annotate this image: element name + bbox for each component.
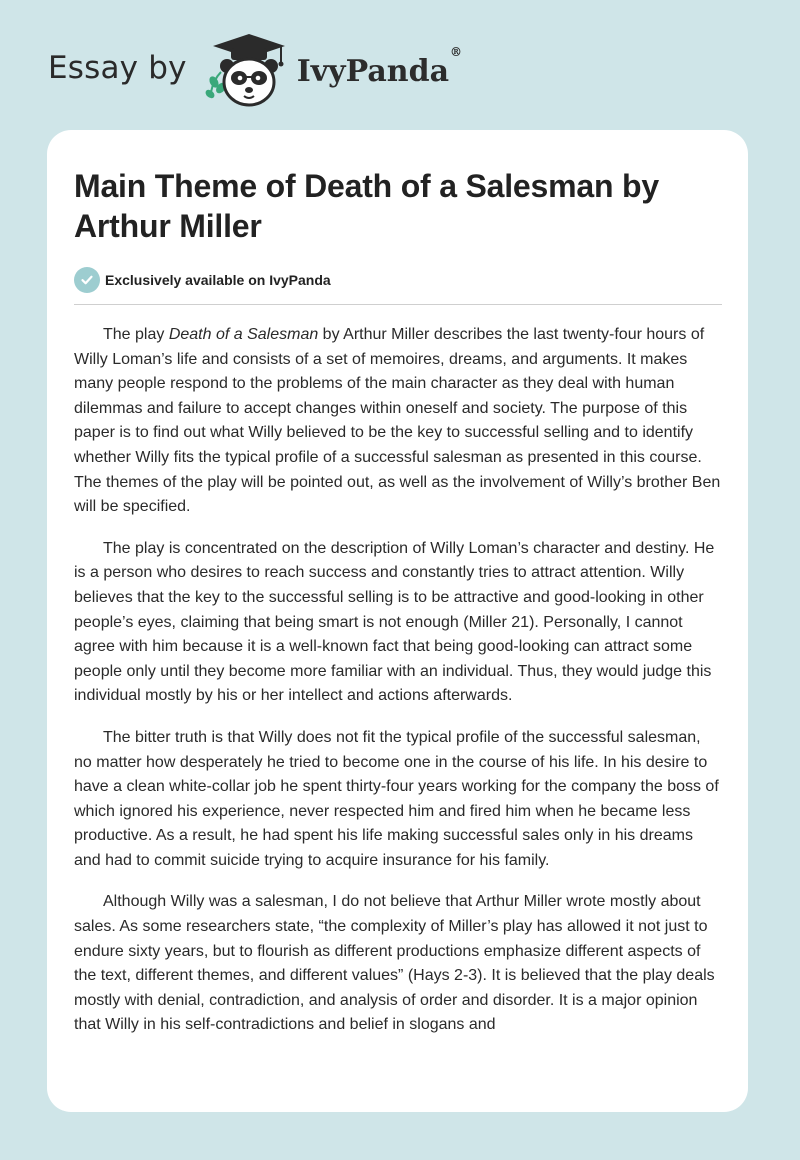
paragraph-2: The play is concentrated on the description of Willy Loman’s character and destiny. He is a person who desires to reach success and constantly tries to attract attention. Willy believes that the key to the successful selling is to be attractive and good-looking in other people’s eyes, claiming that being smart is not enough (Miller 21). Personally, I cannot agree with him because it is a well-known fact that being good-looking can attract some people only until they become more familiar with an individual. Thus, they would judge this individual mostly by his or her intellect and actions afterwards. (74, 539, 715, 705)
essay-card (47, 130, 748, 1112)
registered-mark: ® (450, 44, 463, 59)
exclusive-badge-label: Exclusively available on IvyPanda (105, 272, 331, 288)
paragraph-4: Although Willy was a salesman, I do not believe that Arthur Miller wrote mostly about sales. As some researchers state, “the complexity of Miller’s play has allowed it not just to endure sixty years, but to flourish as different productions emphasize different aspects of the text, different themes, and different values” (Hays 2-3). It is believed that the play deals mostly with denial, contradiction, and analysis of order and disorder. It is a major opinion that Willy in his self-contradictions and belief in slogans and (74, 893, 715, 1034)
essay-title: Main Theme of Death of a Salesman by Arthur Miller (74, 168, 659, 244)
site-header (48, 30, 462, 110)
brand-text: IvyPanda (296, 53, 450, 89)
check-circle-icon (74, 267, 100, 293)
exclusive-badge (74, 266, 722, 294)
paragraph-1 (74, 323, 722, 520)
panda-logo-icon[interactable] (201, 30, 293, 110)
essay-body (74, 323, 722, 1038)
brand-name[interactable] (296, 44, 463, 89)
divider (74, 304, 722, 305)
essay-by-label: Essay by (48, 50, 187, 86)
paragraph-1-text-end: by Arthur Miller describes the last twenty-four hours of Willy Loman’s life and consists of a set of memoires, dreams, and arguments. It makes many people respond to the problems of the main character as they deal with human dilemmas and failure to accept changes within oneself and society. The purpose of this paper is to find out what Willy believed to be the key to successful selling and to identify whether Willy fits the typical profile of a successful salesman as presented in this course. The themes of the play will be pointed out, as well as the involvement of Willy’s brother Ben will be specified. (74, 326, 721, 516)
paragraph-3: The bitter truth is that Willy does not fit the typical profile of the successful salesman, no matter how desperately he tried to become one in the course of his life. In his desire to have a clean white-collar job he spent thirty-four years working for the company the boss of which ignored his experience, never respected him and fired him when he became less productive. As a result, he had spent his life making successful sales only in his dreams and had to commit suicide trying to acquire insurance for his family. (74, 728, 719, 869)
paragraph-1-text-start: The play (103, 326, 169, 343)
play-title-italic: Death of a Salesman (168, 326, 319, 343)
